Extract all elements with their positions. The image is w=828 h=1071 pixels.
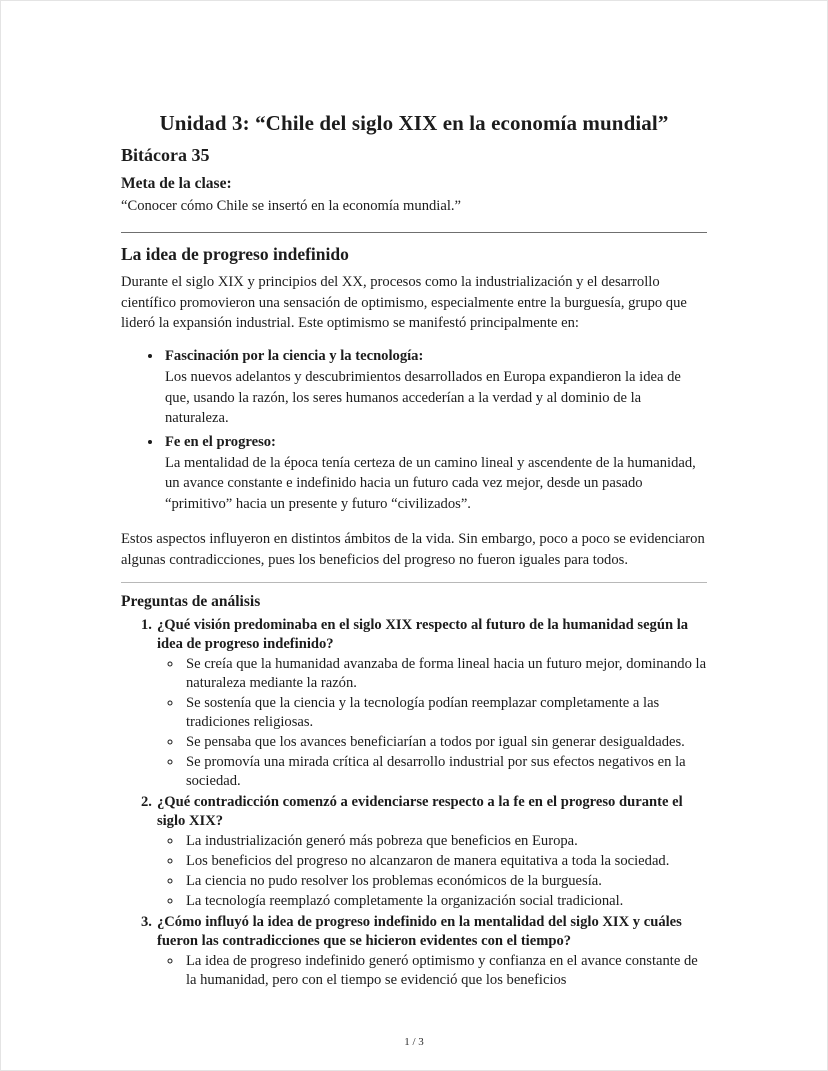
option-item: ◦ Se creía que la humanidad avanzaba de forma lineal hacia un futuro mejor, dominando la naturaleza mediante la razón. xyxy=(183,655,707,693)
options-list xyxy=(157,655,707,791)
question-content xyxy=(157,913,707,991)
options-list xyxy=(157,832,707,911)
bullet-item xyxy=(163,346,707,429)
option-item: ◦ Los beneficios del progreso no alcanzaron de manera equitativa a toda la sociedad. xyxy=(183,852,707,871)
option-item: ◦ La ciencia no pudo resolver los problemas económicos de la burguesía. xyxy=(183,872,707,891)
bullet-body: Los nuevos adelantos y descubrimientos desarrollados en Europa expandieron la idea de que, usando la razón, los seres humanos accederían a la verdad y al dominio de la naturaleza. xyxy=(165,368,681,427)
bullet-title: • Fe en el progreso: xyxy=(165,434,276,451)
option-item: ◦ Se pensaba que los avances beneficiarían a todos por igual sin generar desigualdades. xyxy=(183,733,707,752)
question-number: 1. xyxy=(141,617,152,634)
questions-heading: Preguntas de análisis xyxy=(121,593,261,611)
options-list xyxy=(157,952,707,990)
option-item: ◦ La industrialización generó más pobreza que beneficios en Europa. xyxy=(183,832,707,851)
question-text: ¿Cómo influyó la idea de progreso indefinido en la mentalidad del siglo XIX y cuáles fueron las contradicciones que se hicieron evidentes con el tiempo? xyxy=(156,913,682,949)
question-number: 2. xyxy=(141,794,152,811)
bullet-title: • Fascinación por la ciencia y la tecnología: xyxy=(165,348,424,365)
meta-label: Meta de la clase: xyxy=(121,175,232,192)
bullet-item xyxy=(163,432,707,515)
question-content xyxy=(157,793,707,912)
section-heading: La idea de progreso indefinido xyxy=(121,244,349,264)
document-title: Unidad 3: “Chile del siglo XIX en la economía mundial” xyxy=(159,111,669,135)
page-number: 1 / 3 xyxy=(404,1036,424,1048)
section-intro-paragraph: Durante el siglo XIX y principios del XX, procesos como la industrialización y el desarrollo científico promovieron una sensación de optimismo, especialmente entre la burguesía, grupo que lideró la expansión industrial. Este optimismo se manifestó principalmente en: xyxy=(121,274,687,332)
option-item: ◦ La tecnología reemplazó completamente la organización social tradicional. xyxy=(183,892,707,911)
section-divider xyxy=(121,232,707,233)
section-outro-paragraph: Estos aspectos influyeron en distintos ámbitos de la vida. Sin embargo, poco a poco se evidenciaron algunas contradicciones, pues los beneficios del progreso no fueron iguales para todos. xyxy=(121,530,705,568)
option-item: ◦ Se sostenía que la ciencia y la tecnología podían reemplazar completamente a las tradiciones religiosas. xyxy=(183,694,707,732)
bitacora-heading: Bitácora 35 xyxy=(121,145,210,165)
meta-quote: “Conocer cómo Chile se insertó en la economía mundial.” xyxy=(121,198,462,214)
optimism-bullet-list xyxy=(121,346,707,515)
option-item: ◦ La idea de progreso indefinido generó optimismo y confianza en el avance constante de la humanidad, pero con el tiempo se evidenció que los beneficios xyxy=(183,952,707,990)
question-text: ¿Qué contradicción comenzó a evidenciarse respecto a la fe en el progreso durante el siglo XIX? xyxy=(156,794,683,830)
question-item xyxy=(141,913,707,991)
question-number: 3. xyxy=(141,913,152,930)
question-item xyxy=(141,616,707,792)
question-content xyxy=(157,616,707,792)
question-item xyxy=(141,793,707,912)
option-item: ◦ Se promovía una mirada crítica al desarrollo industrial por sus efectos negativos en la sociedad. xyxy=(183,753,707,791)
question-text: ¿Qué visión predominaba en el siglo XIX respecto al futuro de la humanidad según la idea de progreso indefinido? xyxy=(156,617,689,653)
questions-divider xyxy=(121,582,707,583)
bullet-body: La mentalidad de la época tenía certeza de un camino lineal y ascendente de la humanidad, un avance constante e indefinido hacia un futuro cada vez mejor, desde un pasado “primitivo” hacia un presente y futuro “civilizados”. xyxy=(165,454,696,513)
questions-list xyxy=(121,616,707,990)
